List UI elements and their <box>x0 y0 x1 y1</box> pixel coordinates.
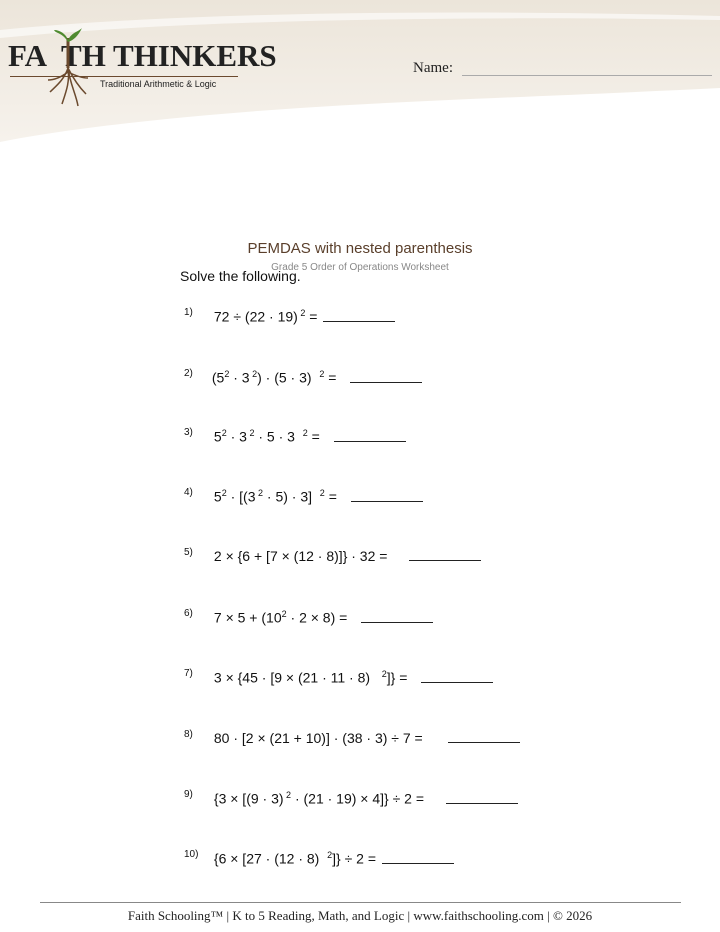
worksheet-subtitle: Grade 5 Order of Operations Worksheet <box>271 262 449 273</box>
answer-blank[interactable] <box>351 489 423 502</box>
logo-subtitle: Traditional Arithmetic & Logic <box>100 79 217 89</box>
problem-number: 7) <box>184 668 193 679</box>
problem-expression: {3 × [(9 · 3) $^2$ · (21 · 19) × 4]} ÷ 2 = <box>213 790 440 807</box>
problem-1 <box>184 308 395 325</box>
problem-7 <box>184 669 493 686</box>
worksheet-title: PEMDAS with nested parenthesis <box>247 240 473 257</box>
problem-expression: $5^2 \cdot 3$ $^2$ · 5 · 3 $^2$ = <box>213 428 328 445</box>
answer-blank[interactable] <box>448 730 520 743</box>
problem-number: 2) <box>184 368 193 379</box>
problem-expression: $5^2 \cdot [(3$ $^2$ · 5) · 3] $^2$ = <box>213 488 345 505</box>
problem-number: 6) <box>184 608 193 619</box>
problem-number: 8) <box>184 729 193 740</box>
problem-expression: 80 · [2 × (21 + 10)] · (38 · 3) ÷ 7 = <box>213 730 443 746</box>
problem-expression: 2 × {6 + [7 × (12 · 8)]} · 32 = <box>213 548 404 564</box>
problem-expression: 3 × {45 · [9 × (21 · 11 · 8) $^2$]} = <box>213 669 416 686</box>
problem-5 <box>184 548 481 564</box>
answer-blank[interactable] <box>409 548 481 561</box>
name-label: Name: <box>413 60 453 76</box>
problem-expression: ($5^2 \cdot 3$ $^2$) · (5 · 3) $^2$ = <box>211 369 345 386</box>
problem-number: 10) <box>184 849 199 860</box>
answer-blank[interactable] <box>446 791 518 804</box>
problem-expression: 72 ÷ (22 · 19) $^2$ = <box>213 308 318 325</box>
problem-expression: $7 \times 5 + (10^2 \cdot 2 \times 8)$ = <box>213 609 356 626</box>
answer-blank[interactable] <box>350 370 422 383</box>
logo-text-right: TH THINKERS <box>61 38 277 73</box>
answer-blank[interactable] <box>334 429 406 442</box>
name-field[interactable] <box>462 75 712 76</box>
problem-9 <box>184 790 518 807</box>
instructions: Solve the following. <box>180 268 301 284</box>
footer-text: Faith Schooling™ | K to 5 Reading, Math, and Logic | www.faithschooling.com | © 2026 <box>127 908 593 923</box>
problem-number: 1) <box>184 307 193 318</box>
problem-4 <box>184 488 423 505</box>
problem-number: 5) <box>184 547 193 558</box>
problem-number: 3) <box>184 427 193 438</box>
answer-blank[interactable] <box>382 851 454 864</box>
footer-divider <box>40 902 681 903</box>
problem-number: 9) <box>184 789 193 800</box>
answer-blank[interactable] <box>323 309 395 322</box>
problem-6 <box>184 609 433 626</box>
logo-text-left: FA <box>8 38 48 73</box>
problem-8 <box>184 730 520 746</box>
answer-blank[interactable] <box>421 670 493 683</box>
answer-blank[interactable] <box>361 610 433 623</box>
problem-3 <box>184 428 406 445</box>
logo-rule <box>10 76 238 77</box>
problem-number: 4) <box>184 487 193 498</box>
problem-expression: {6 × [27 · (12 · 8) $^2$]} ÷ 2 = <box>213 850 377 867</box>
tree-icon <box>48 28 88 108</box>
problem-10 <box>184 850 454 867</box>
problem-2 <box>184 369 422 386</box>
